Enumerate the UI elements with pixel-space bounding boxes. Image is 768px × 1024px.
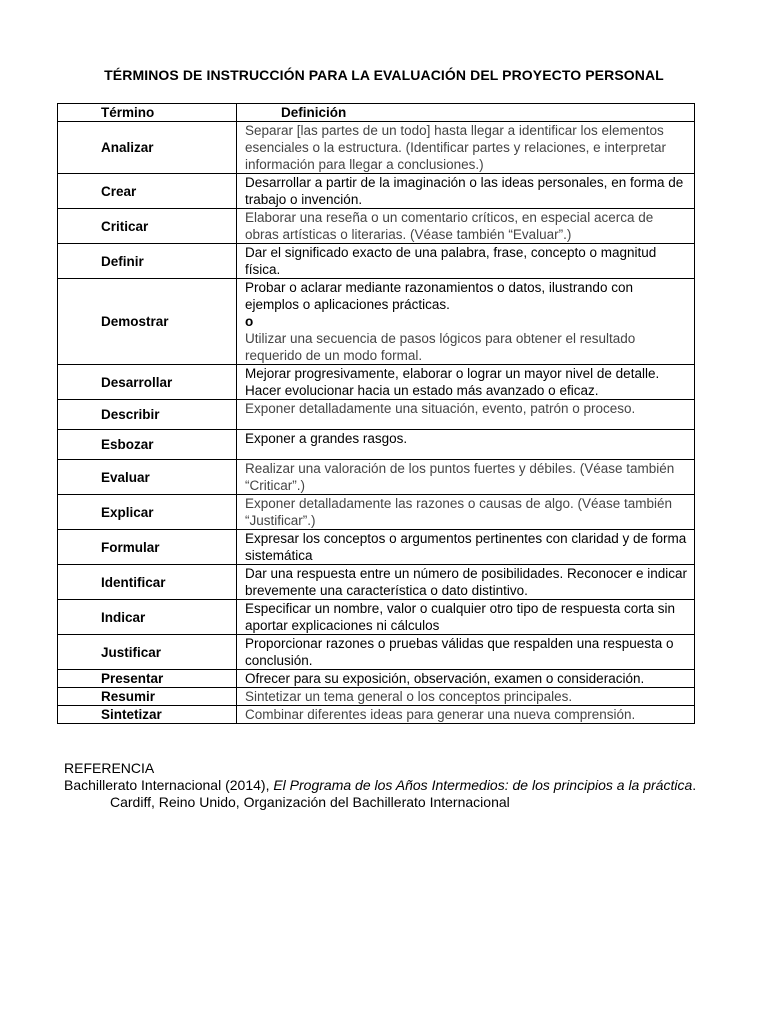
- definition-text: Elaborar una reseña o un comentario críticos, en especial acerca de obras artísticas o literarias. (Véase también “Evaluar”.): [245, 210, 654, 242]
- term-cell: Evaluar: [58, 460, 237, 495]
- definition-cell: [237, 706, 695, 724]
- definition-text: Proporcionar razones o pruebas válidas que respalden una respuesta o conclusión.: [245, 636, 674, 668]
- definition-text: Dar el significado exacto de una palabra, frase, concepto o magnitud física.: [245, 245, 657, 277]
- table-row: [58, 430, 695, 460]
- table-row: [58, 460, 695, 495]
- reference-heading: REFERENCIA: [64, 760, 155, 776]
- table-row: [58, 688, 695, 706]
- table-row: [58, 400, 695, 430]
- definition-text: Combinar diferentes ideas para generar una nueva comprensión.: [245, 707, 636, 722]
- table-row: [58, 122, 695, 174]
- table-row: [58, 495, 695, 530]
- definition-text: Especificar un nombre, valor o cualquier otro tipo de respuesta corta sin aportar explicaciones ni cálculos: [245, 601, 675, 633]
- term-cell: Presentar: [58, 670, 237, 688]
- definition-cell: [237, 430, 695, 460]
- definition-cell: [237, 495, 695, 530]
- term-cell: Sintetizar: [58, 706, 237, 724]
- definition-cell: [237, 244, 695, 279]
- definition-text: Exponer detalladamente una situación, evento, patrón o proceso.: [245, 401, 636, 416]
- definition-cell: [237, 565, 695, 600]
- definition-text: Exponer a grandes rasgos.: [245, 431, 408, 446]
- term-cell: Criticar: [58, 209, 237, 244]
- definition-cell: [237, 122, 695, 174]
- term-cell: Justificar: [58, 635, 237, 670]
- definition-text: Separar [las partes de un todo] hasta llegar a identificar los elementos esenciales o la estructura. (Identificar partes y relaciones, e interpretar información para llegar a conclusiones.): [245, 123, 666, 172]
- definition-cell: [237, 530, 695, 565]
- term-cell: Resumir: [58, 688, 237, 706]
- terms-table: [57, 103, 695, 724]
- reference-publisher: Cardiff, Reino Unido, Organización del Bachillerato Internacional: [110, 794, 510, 810]
- definition-cell: [237, 174, 695, 209]
- definition-alt-text: Utilizar una secuencia de pasos lógicos para obtener el resultado requerido de un modo formal.: [245, 331, 636, 363]
- table-row: [58, 174, 695, 209]
- reference-work-title: El Programa de los Años Intermedios: de los principios a la práctica: [273, 777, 693, 793]
- definition-text: Expresar los conceptos o argumentos pertinentes con claridad y de forma sistemática: [245, 531, 687, 563]
- term-cell: Desarrollar: [58, 365, 237, 400]
- definition-text: Ofrecer para su exposición, observación, examen o consideración.: [245, 671, 645, 686]
- table-row: [58, 670, 695, 688]
- definition-cell: [237, 635, 695, 670]
- definition-cell: [237, 209, 695, 244]
- reference-section: [64, 760, 764, 811]
- term-cell: Explicar: [58, 495, 237, 530]
- term-cell: Analizar: [58, 122, 237, 174]
- term-cell: Formular: [58, 530, 237, 565]
- term-cell: Esbozar: [58, 430, 237, 460]
- table-row: [58, 279, 695, 365]
- definition-cell: [237, 688, 695, 706]
- definition-text: Probar o aclarar mediante razonamientos o datos, ilustrando con ejemplos o aplicaciones prácticas.: [245, 280, 633, 312]
- definition-text: Sintetizar un tema general o los conceptos principales.: [245, 689, 573, 704]
- header-term: Término: [58, 104, 237, 122]
- term-cell: Identificar: [58, 565, 237, 600]
- definition-text: Mejorar progresivamente, elaborar o lograr un mayor nivel de detalle. Hacer evolucionar hacia un estado más avanzado o eficaz.: [245, 366, 660, 398]
- table-row: [58, 706, 695, 724]
- definition-text: Realizar una valoración de los puntos fuertes y débiles. (Véase también “Criticar”.): [245, 461, 675, 493]
- header-definition: Definición: [237, 104, 695, 122]
- definition-cell: [237, 670, 695, 688]
- definition-cell: [237, 460, 695, 495]
- reference-trailing: .: [692, 777, 697, 793]
- table-row: [58, 600, 695, 635]
- definition-connector: o: [245, 314, 254, 329]
- table-row: [58, 244, 695, 279]
- definition-cell: [237, 279, 695, 365]
- table-row: [58, 365, 695, 400]
- reference-author: Bachillerato Internacional (2014),: [64, 777, 274, 793]
- table-row: [58, 635, 695, 670]
- definition-text: Dar una respuesta entre un número de posibilidades. Reconocer e indicar brevemente una característica o dato distintivo.: [245, 566, 688, 598]
- definition-cell: [237, 400, 695, 430]
- definition-cell: [237, 365, 695, 400]
- table-header-row: [58, 104, 695, 122]
- table-row: [58, 209, 695, 244]
- definition-text: Exponer detalladamente las razones o causas de algo. (Véase también “Justificar”.): [245, 496, 673, 528]
- reference-citation: [64, 777, 764, 811]
- document-title: TÉRMINOS DE INSTRUCCIÓN PARA LA EVALUACIÓN DEL PROYECTO PERSONAL: [104, 67, 664, 83]
- definition-cell: [237, 600, 695, 635]
- term-cell: Definir: [58, 244, 237, 279]
- definition-text: Desarrollar a partir de la imaginación o las ideas personales, en forma de trabajo o invención.: [245, 175, 684, 207]
- term-cell: Crear: [58, 174, 237, 209]
- term-cell: Describir: [58, 400, 237, 430]
- term-cell: Indicar: [58, 600, 237, 635]
- table-row: [58, 530, 695, 565]
- table-row: [58, 565, 695, 600]
- term-cell: Demostrar: [58, 279, 237, 365]
